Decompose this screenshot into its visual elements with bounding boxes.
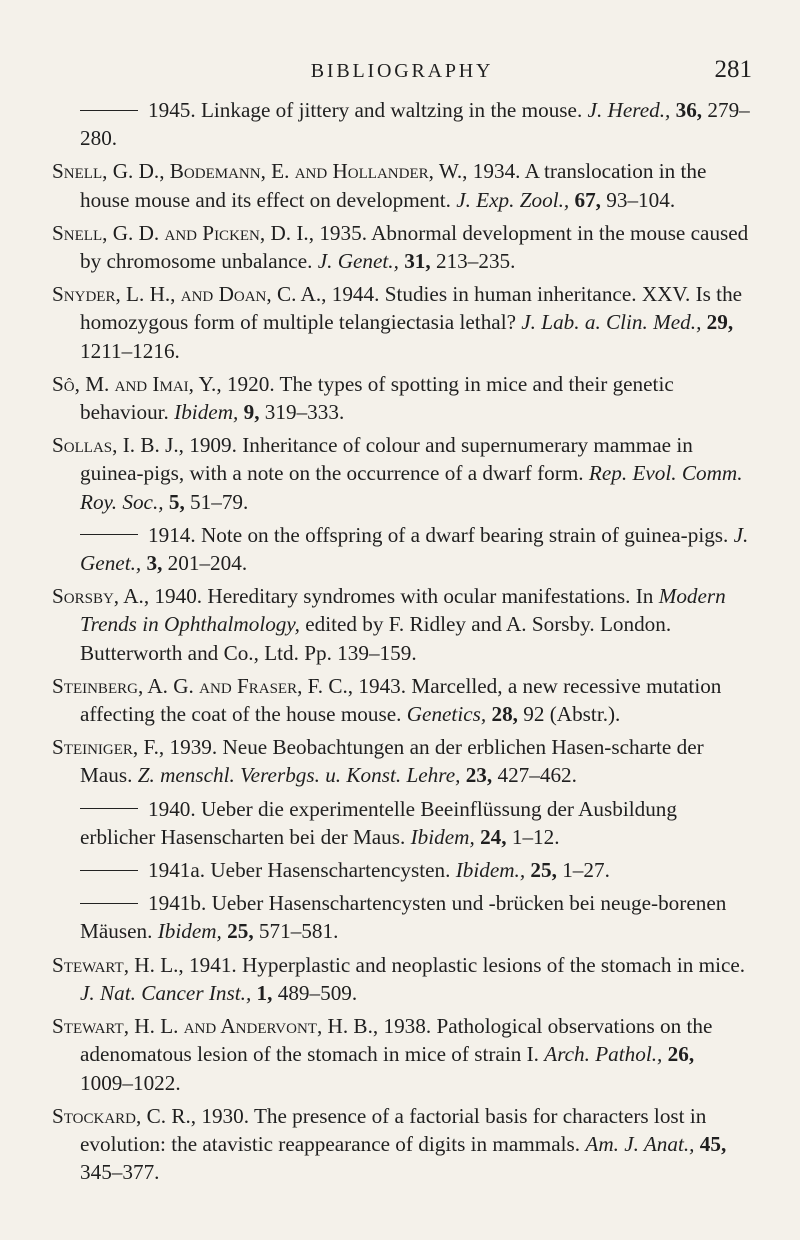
entry-pages: 279–280. [80, 98, 750, 151]
entry-pages: edited by F. Ridley and A. Sorsby. London. Butterworth and Co., Ltd. Pp. 139–159. [80, 612, 672, 665]
entry-author: Sorsby, A., [52, 584, 150, 609]
bibliography-entry [52, 280, 752, 365]
entry-volume: 24, [480, 824, 507, 849]
entry-text: 1938. Pathological observations on the adenomatous lesion of the stomach in mice of strain I. [80, 1014, 713, 1067]
entry-pages: 51–79. [190, 489, 249, 514]
bibliography-entry [52, 521, 752, 577]
entry-pages: 201–204. [167, 551, 248, 576]
entry-text: 1941b. Ueber Hasenschartencysten und -brücken bei neuge-borenen Mäusen. [80, 891, 727, 944]
entry-journal: Am. J. Anat., [585, 1131, 695, 1156]
entry-text: 1940. Hereditary syndromes with ocular manifestations. In [154, 584, 654, 609]
entry-pages: 1009–1022. [80, 1070, 181, 1095]
page-number: 281 [714, 56, 752, 83]
repeat-author-dash [80, 534, 138, 535]
entry-journal: J. Genet., [80, 522, 749, 576]
entry-volume: 26, [667, 1042, 695, 1067]
entry-pages: 489–509. [277, 980, 358, 1005]
bibliography-list [52, 96, 752, 1186]
running-title: BIBLIOGRAPHY [310, 60, 494, 82]
bibliography-entry [52, 856, 752, 884]
entry-journal: Ibidem, [157, 919, 222, 944]
entry-text: 1930. The presence of a factorial basis for characters lost in evolution: the atavistic reappearance of digits in mammals. [80, 1103, 707, 1156]
entry-author: Sollas, I. B. J., [52, 433, 184, 458]
entry-pages: 1–27. [562, 858, 610, 883]
entry-volume: 31, [404, 249, 431, 274]
entry-pages: 1–12. [511, 824, 560, 849]
bibliography-entry [52, 733, 752, 789]
bibliography-entry [52, 1102, 752, 1187]
entry-author: Sô, M. and Imai, Y., [52, 371, 222, 396]
entry-text: 1945. Linkage of jittery and waltzing in the mouse. [148, 98, 583, 122]
entry-volume: 45, [699, 1131, 727, 1156]
entry-text: 1914. Note on the offspring of a dwarf bearing strain of guinea-pigs. [148, 522, 729, 547]
entry-text: 1934. A translocation in the house mouse and its effect on development. [80, 159, 707, 212]
entry-volume: 23, [465, 763, 493, 788]
entry-journal: Ibidem, [174, 400, 239, 425]
entry-text: 1909. Inheritance of colour and supernumerary mammae in guinea-pigs, with a note on the occurrence of a dwarf form. [80, 433, 693, 486]
entry-journal: J. Genet., [317, 249, 399, 274]
bibliography-entry [52, 951, 752, 1007]
bibliography-entry [52, 795, 752, 851]
entry-text: 1941. Hyperplastic and neoplastic lesions of the stomach in mice. [189, 952, 746, 977]
entry-author: Steiniger, F., [52, 735, 165, 760]
entry-volume: 25, [530, 858, 557, 883]
entry-journal: Z. menschl. Vererbgs. u. Konst. Lehre, [137, 763, 461, 788]
entry-volume: 1, [256, 980, 273, 1005]
entry-pages: 93–104. [606, 187, 676, 212]
entry-text: 1939. Neue Beobachtungen an der erblichen Hasen-scharte der Maus. [80, 735, 704, 788]
entry-text: 1943. Marcelled, a new recessive mutation affecting the coat of the house mouse. [80, 673, 722, 727]
entry-journal: J. Hered., [587, 98, 671, 122]
entry-author: Stewart, H. L. and Andervont, H. B., [52, 1014, 379, 1039]
bibliography-entry [52, 1012, 752, 1097]
repeat-author-dash [80, 870, 138, 871]
repeat-author-dash [80, 110, 138, 111]
entry-volume: 29, [706, 310, 734, 335]
entry-author: Stewart, H. L., [52, 952, 184, 977]
entry-author: Snell, G. D. and Picken, D. I., [52, 220, 315, 245]
page-header [52, 56, 752, 90]
entry-author: Snell, G. D., Bodemann, E. and Hollander, W., [52, 159, 468, 184]
entry-volume: 28, [491, 702, 518, 727]
entry-volume: 9, [243, 400, 260, 425]
entry-volume: 67, [574, 187, 601, 212]
bibliography-entry [52, 431, 752, 516]
entry-journal: J. Nat. Cancer Inst., [80, 980, 252, 1005]
entry-journal: Ibidem., [455, 858, 526, 883]
entry-pages: 427–462. [497, 763, 577, 788]
entry-volume: 36, [675, 98, 703, 122]
entry-journal: Ibidem, [410, 824, 475, 849]
repeat-author-dash [80, 808, 138, 809]
bibliography-entry [52, 672, 752, 728]
entry-text: 1935. Abnormal development in the mouse caused by chromosome unbalance. [80, 220, 749, 274]
bibliography-entry [52, 96, 752, 152]
entry-pages: 92 (Abstr.). [523, 702, 621, 727]
bibliography-entry [52, 157, 752, 213]
entry-volume: 3, [146, 551, 163, 576]
bibliography-entry [52, 219, 752, 275]
entry-author: Snyder, L. H., and Doan, C. A., [52, 282, 327, 307]
entry-volume: 25, [227, 919, 254, 944]
entry-journal: Rep. Evol. Comm. Roy. Soc., [80, 461, 743, 514]
entry-author: Stockard, C. R., [52, 1103, 197, 1128]
repeat-author-dash [80, 903, 138, 904]
entry-pages: 345–377. [80, 1160, 160, 1185]
entry-journal: Modern Trends in Ophthalmology, [80, 584, 726, 637]
entry-author: Steinberg, A. G. and Fraser, F. C., [52, 673, 354, 698]
entry-journal: Arch. Pathol., [544, 1042, 663, 1067]
bibliography-entry [52, 370, 752, 426]
bibliography-entry [52, 889, 752, 945]
entry-volume: 5, [168, 489, 185, 514]
entry-text: 1941a. Ueber Hasenschartencysten. [148, 858, 451, 883]
entry-journal: Genetics, [406, 702, 487, 727]
entry-pages: 571–581. [258, 919, 339, 944]
entry-journal: J. Lab. a. Clin. Med., [521, 310, 702, 335]
entry-pages: 1211–1216. [80, 338, 180, 363]
entry-text: 1944. Studies in human inheritance. XXV. Is the homozygous form of multiple telangiectasia lethal? [80, 282, 743, 335]
entry-journal: J. Exp. Zool., [456, 187, 570, 212]
entry-pages: 319–333. [264, 400, 345, 425]
entry-pages: 213–235. [435, 249, 516, 274]
entry-text: 1920. The types of spotting in mice and their genetic behaviour. [80, 371, 674, 425]
bibliography-entry [52, 582, 752, 667]
entry-text: 1940. Ueber die experimentelle Beeinflüssung der Ausbildung erblicher Hasenscharten bei der Maus. [80, 796, 677, 849]
